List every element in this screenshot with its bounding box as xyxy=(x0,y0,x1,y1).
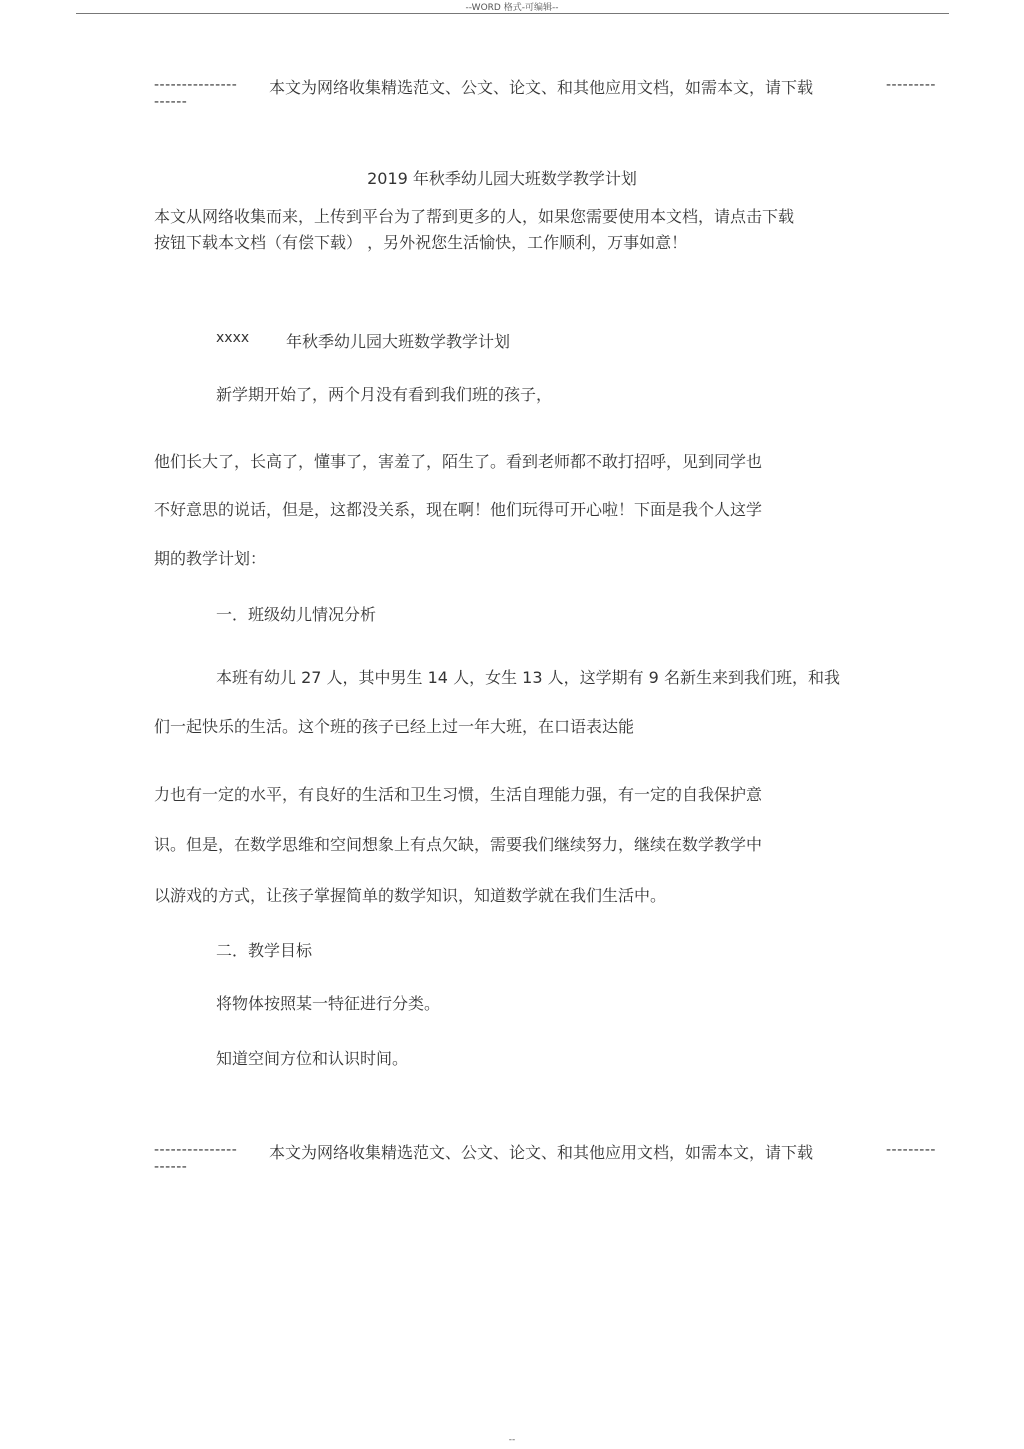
paragraph-2-line-5: 以游戏的方式，让孩子掌握简单的数学知识，知道数学就在我们生活中。 xyxy=(154,886,667,905)
section-heading-2: 二．教学目标 xyxy=(216,941,313,960)
document-title: 2019 年秋季幼儿园大班数学教学计划 xyxy=(367,169,637,188)
paragraph-1-line-4: 期的教学计划： xyxy=(154,549,267,568)
paragraph-2-line-4: 识。但是，在数学思维和空间想象上有点欠缺，需要我们继续努力，继续在数学教学中 xyxy=(154,835,763,854)
section-heading-1: 一．班级幼儿情况分析 xyxy=(216,605,377,624)
paragraph-2-line-2: 们一起快乐的生活。这个班的孩子已经上过一年大班，在口语表达能 xyxy=(154,717,635,736)
paragraph-2-line-3: 力也有一定的水平，有良好的生活和卫生习惯，生活自理能力强，有一定的自我保护意 xyxy=(154,785,763,804)
header-rule xyxy=(76,13,949,14)
goal-item-1: 将物体按照某一特征进行分类。 xyxy=(216,994,441,1013)
intro-line-1: 本文从网络收集而来，上传到平台为了帮到更多的人，如果您需要使用本文档，请点击下载 xyxy=(154,207,795,226)
subtitle: 年秋季幼儿园大班数学教学计划 xyxy=(286,332,511,351)
banner-dashes-right: --------- xyxy=(886,1142,936,1158)
paragraph-2-line-1: 本班有幼儿 27 人，其中男生 14 人，女生 13 人，这学期有 9 名新生来到我们班，和我 xyxy=(216,668,840,687)
intro-line-2: 按钮下载本文档（有偿下载） ，另外祝您生活愉快，工作顺利，万事如意！ xyxy=(154,233,688,252)
banner-text: 本文为网络收集精选范文、公文、论文、和其他应用文档，如需本文，请下载 xyxy=(269,78,814,97)
banner-dashes-left: --------------- xyxy=(154,77,238,93)
page-footer: -- xyxy=(508,1435,516,1445)
banner-text: 本文为网络收集精选范文、公文、论文、和其他应用文档，如需本文，请下载 xyxy=(269,1143,814,1162)
banner-dashes-wrap: ------ xyxy=(154,1159,188,1175)
page-header: --WORD 格式-可编辑-- xyxy=(465,3,559,13)
paragraph-1-line-3: 不好意思的说话，但是，这都没关系，现在啊！他们玩得可开心啦！下面是我个人这学 xyxy=(154,500,763,519)
paragraph-1-line-1: 新学期开始了，两个月没有看到我们班的孩子， xyxy=(216,385,553,404)
banner-dashes-right: --------- xyxy=(886,77,936,93)
banner-dashes-left: --------------- xyxy=(154,1142,238,1158)
goal-item-2: 知道空间方位和认识时间。 xyxy=(216,1049,409,1068)
paragraph-1-line-2: 他们长大了，长高了，懂事了，害羞了，陌生了。看到老师都不敢打招呼，见到同学也 xyxy=(154,452,763,471)
banner-dashes-wrap: ------ xyxy=(154,94,188,110)
subtitle-prefix: xxxx xyxy=(216,330,250,346)
